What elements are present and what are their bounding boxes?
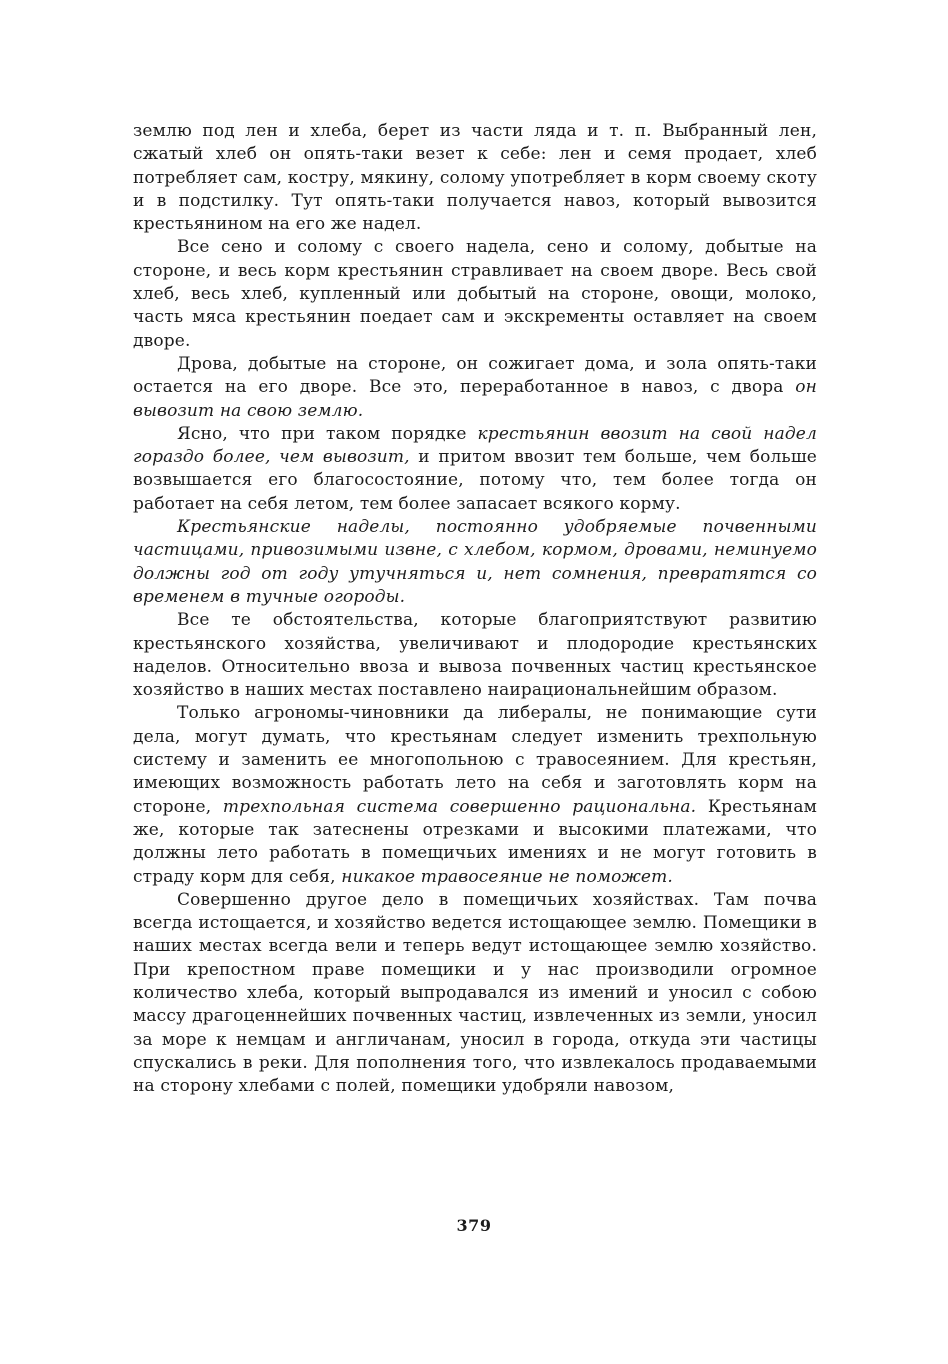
italic-segment: Крестьянские наделы, постоянно удобряемые почвенными частицами, привозимыми извне, с хлебом, кормом, дровами, неминуемо должны год от году утучняться и, нет сомнения, превратятся со временем в тучные огороды. — [133, 517, 817, 607]
paragraph — [133, 423, 817, 516]
italic-segment: крестьянин ввозит на свой надел гораздо более, чем вывозит, — [133, 423, 817, 468]
paragraph — [133, 516, 817, 609]
text-segment: Крестьянам же, которые так затеснены отрезками и высокими платежами, что должны лето работать в помещичьих имениях и не могут готовить в страду корм для себя, — [133, 796, 818, 887]
text-segment: и притом ввозит тем больше, чем больше возвышается его благосостояние, потому что, тем более тогда он работает на себя летом, тем более запасает всякого корму. — [133, 447, 817, 514]
paragraph — [133, 702, 817, 888]
paragraph — [133, 236, 817, 352]
italic-segment: никакое травосеяние не поможет. — [341, 866, 673, 887]
page-number: 379 — [456, 1216, 492, 1235]
paragraph — [133, 609, 817, 702]
text-segment: Все сено и солому с своего надела, сено и солому, добытые на стороне, и весь корм крестьянин стравливает на своем дворе. Весь свой хлеб, весь хлеб, купленный или добытый на стороне, овощи, молоко, часть мяса крестьянин поедает сам и экскременты оставляет на своем дворе. — [133, 237, 817, 351]
text-segment: Дрова, добытые на стороне, он сожигает дома, и зола опять-таки остается на его дворе. Все это, переработанное в навоз, с двора — [133, 353, 817, 398]
paragraph — [133, 889, 817, 1099]
italic-segment: он вывозит на свою землю. — [133, 377, 817, 421]
text-segment: землю под лен и хлеба, берет из части ляда и т. п. Выбранный лен, сжатый хлеб он опять-таки везет к себе: лен и семя продает, хлеб потребляет сам, костру, мякину, солому употребляет в корм своему скоту и в подстилку. Тут опять-таки получается навоз, который вывозится крестьянином на его же надел. — [133, 121, 817, 235]
text-segment: Все те обстоятельства, которые благоприятствуют развитию крестьянского хозяйства, увеличивают и плодородие крестьянских наделов. Относительно ввоза и вывоза почвенных частиц крестьянское хозяйство в наших местах поставлено наирациональнейшим образом. — [133, 610, 817, 701]
paragraph — [133, 353, 817, 423]
text-segment: Ясно, что при таком порядке — [177, 423, 478, 444]
text-segment: Только агрономы-чиновники да либералы, не понимающие сути дела, могут думать, что крестьянам следует изменить трехпольную систему и заменить ее многопольною с травосеянием. Для крестьян, имеющих возможность работать лето на себя и заготовлять корм на стороне, — [133, 703, 817, 817]
body-text — [133, 120, 817, 1098]
paragraph — [133, 120, 817, 236]
italic-segment: трехпольная система совершенно рациональна. — [222, 796, 697, 817]
text-segment: Совершенно другое дело в помещичьих хозяйствах. Там почва всегда истощается, и хозяйство ведется истощающее землю. Помещики в наших местах всегда вели и теперь ведут истощающее землю хозяйство. При крепостном праве помещики и у нас производили огромное количество хлеба, который выпродавался из имений и уносил с собою массу драгоценнейших почвенных частиц, извлеченных из земли, уносил за море к немцам и англичанам, уносил в города, откуда эти частицы спускались в реки. Для пополнения того, что извлекалось продаваемыми на сторону хлебами с полей, помещики удобряли навозом, — [133, 889, 817, 1097]
